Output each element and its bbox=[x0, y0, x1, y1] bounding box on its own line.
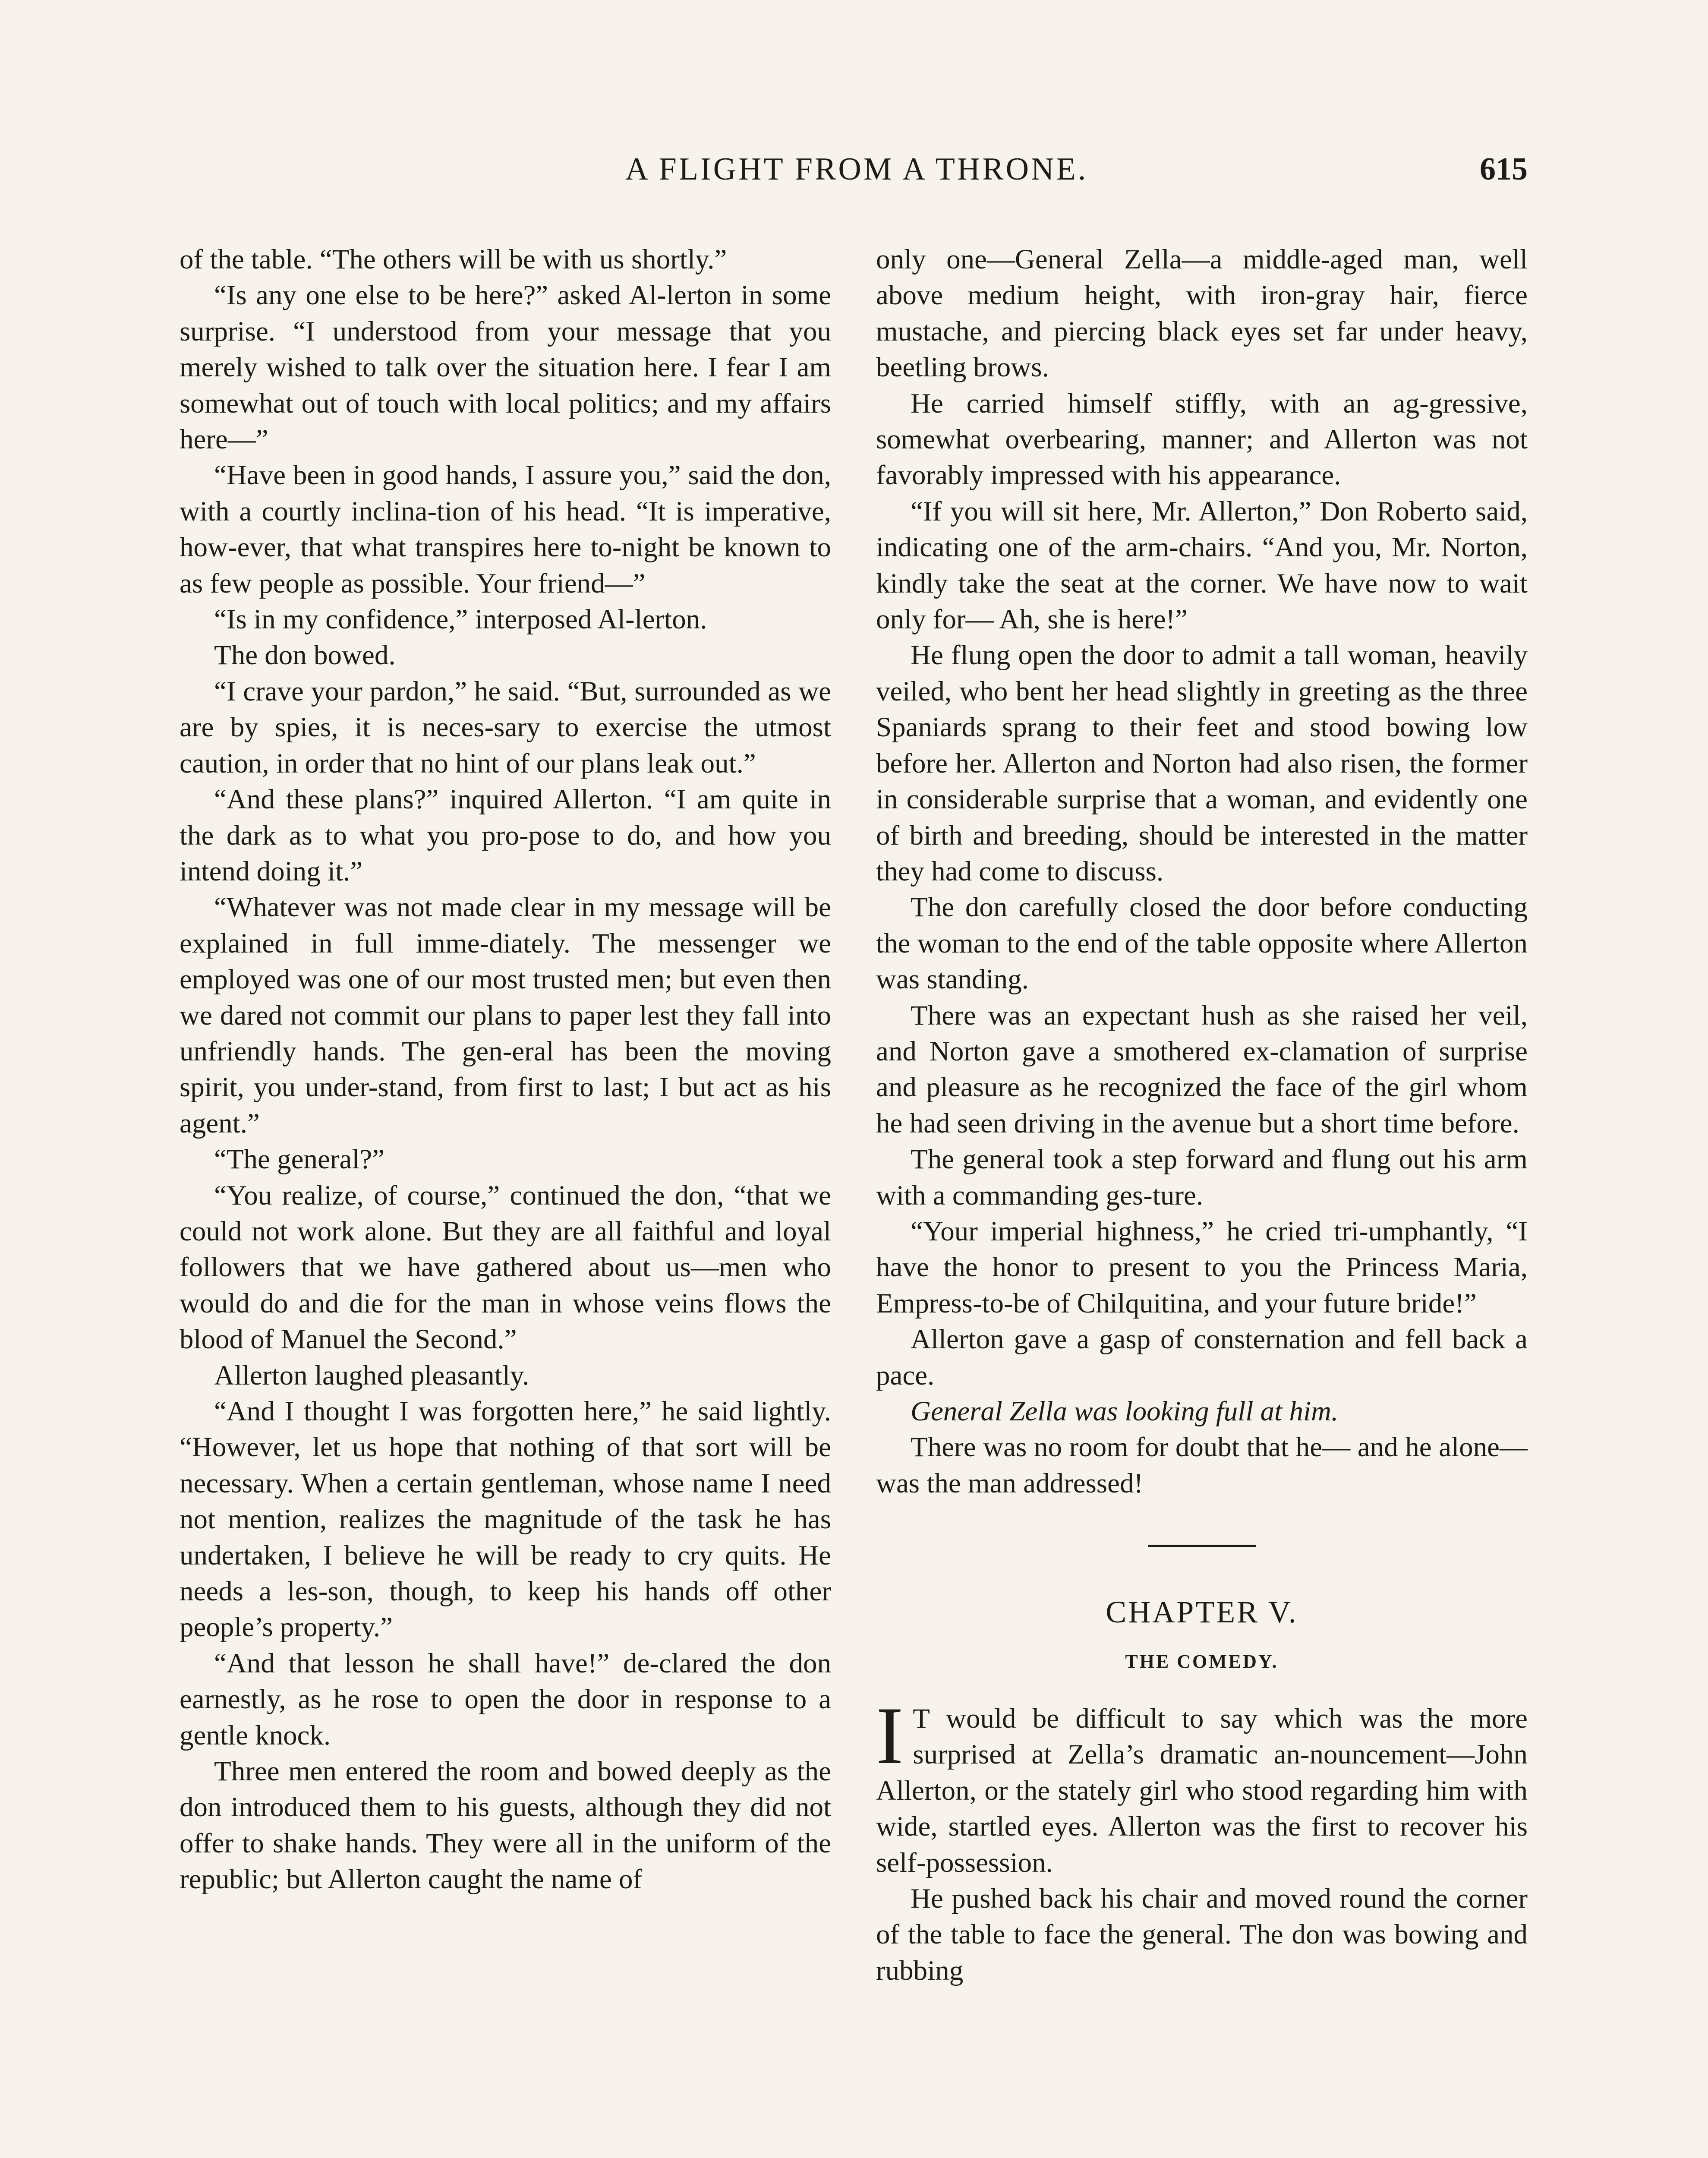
paragraph: He carried himself stiffly, with an ag-gressive, somewhat overbearing, manner; and Allerton was not favorably impressed with his appearance. bbox=[876, 388, 1528, 491]
page-header bbox=[186, 151, 1528, 203]
chapter-opening-text: T would be difficult to say which was the more surprised at Zella’s dramatic an-nouncement—John Allerton, or the stately girl who stood regarding him with wide, startled eyes. Allerton was the first to recover his self-possession. bbox=[876, 1703, 1528, 1878]
paragraph: only one—General Zella—a middle-aged man, well above medium height, with iron-gray hair, fierce mustache, and piercing black eyes set far under heavy, beetling brows. bbox=[876, 244, 1528, 383]
paragraph: “If you will sit here, Mr. Allerton,” Don Roberto said, indicating one of the arm-chairs. “And you, Mr. Norton, kindly take the seat at the corner. We have now to wait only for— Ah, she is here!” bbox=[876, 495, 1528, 635]
paragraph: The general took a step forward and flung out his arm with a commanding ges-ture. bbox=[876, 1144, 1528, 1211]
paragraph: Allerton laughed pleasantly. bbox=[214, 1360, 529, 1391]
running-title: A FLIGHT FROM A THRONE. bbox=[625, 151, 1088, 187]
paragraph: “And I thought I was forgotten here,” he said lightly. “However, let us hope that nothing of that sort will be necessary. When a certain gentleman, whose name I need not mention, realizes the magnitude of the task he has undertaken, I believe he will be ready to cry quits. He needs a les-son, though, to keep his hands off other people’s property.” bbox=[180, 1396, 831, 1643]
paragraph: “And that lesson he shall have!” de-clared the don earnestly, as he rose to open the door in response to a gentle knock. bbox=[180, 1647, 831, 1751]
paragraph: There was an expectant hush as she raised her veil, and Norton gave a smothered ex-clamation of surprise and pleasure as he recognized the face of the girl whom he had seen driving in the avenue but a short time before. bbox=[876, 1000, 1528, 1139]
drop-cap: I bbox=[876, 1691, 904, 1782]
right-column bbox=[876, 242, 1528, 1989]
chapter-subtitle: THE COMEDY. bbox=[1125, 1650, 1279, 1672]
paragraph: “And these plans?” inquired Allerton. “I am quite in the dark as to what you pro-pose to do, and how you intend doing it.” bbox=[180, 784, 831, 887]
chapter-heading: CHAPTER V. bbox=[1106, 1595, 1298, 1630]
paragraph: “Is any one else to be here?” asked Al-lerton in some surprise. “I understood from your message that you merely wished to talk over the situation here. I fear I am somewhat out of touch with local politics; and my affairs here—” bbox=[180, 280, 831, 455]
paragraph: “Whatever was not made clear in my message will be explained in full imme-diately. The messenger we employed was one of our most trusted men; but even then we dared not commit our plans to paper lest they fall into unfriendly hands. The gen-eral has been the moving spirit, you under-stand, from first to last; I but act as his agent.” bbox=[180, 892, 831, 1139]
paragraph: He flung open the door to admit a tall woman, heavily veiled, who bent her head slightly in greeting as the three Spaniards sprang to their feet and stood bowing low before her. Allerton and Norton had also risen, the former in considerable surprise that a woman, and evidently one of birth and breeding, should be interested in the matter they had come to discuss. bbox=[876, 640, 1528, 887]
paragraph: The don bowed. bbox=[214, 640, 396, 671]
italic-paragraph: General Zella was looking full at him. bbox=[911, 1396, 1339, 1427]
paragraph: of the table. “The others will be with us shortly.” bbox=[180, 244, 727, 275]
paragraph: “I crave your pardon,” he said. “But, surrounded as we are by spies, it is neces-sary to exercise the utmost caution, in order that no hint of our plans leak out.” bbox=[180, 675, 831, 779]
page-number: 615 bbox=[1480, 151, 1528, 187]
chapter-opening-paragraph bbox=[876, 1691, 1528, 1881]
paragraph: “Is in my confidence,” interposed Al-lerton. bbox=[214, 604, 707, 635]
paragraph: Three men entered the room and bowed deeply as the don introduced them to his guests, although they did not offer to shake hands. They were all in the uniform of the republic; but Allerton caught the name of bbox=[180, 1756, 831, 1895]
left-column bbox=[180, 242, 831, 1898]
paragraph: There was no room for doubt that he— and he alone—was the man addressed! bbox=[876, 1432, 1528, 1499]
paragraph: “Have been in good hands, I assure you,” said the don, with a courtly inclina-tion of his head. “It is imperative, how-ever, that what transpires here to-night be known to as few people as possible. Your friend—” bbox=[180, 460, 831, 599]
paragraph: He pushed back his chair and moved round the corner of the table to face the general. The don was bowing and rubbing bbox=[876, 1883, 1528, 1986]
paragraph: “Your imperial highness,” he cried tri-umphantly, “I have the honor to present to you the Princess Maria, Empress-to-be of Chilquitina, and your future bride!” bbox=[876, 1215, 1528, 1319]
paragraph: “You realize, of course,” continued the don, “that we could not work alone. But they are all faithful and loyal followers that we have gathered about us—men who would do and die for the man in whose veins flows the blood of Manuel the Second.” bbox=[180, 1180, 831, 1355]
paragraph: “The general?” bbox=[214, 1144, 385, 1175]
paragraph: The don carefully closed the door before conducting the woman to the end of the table opposite where Allerton was standing. bbox=[876, 892, 1528, 995]
paragraph: Allerton gave a gasp of consternation and fell back a pace. bbox=[876, 1324, 1528, 1391]
chapter-divider bbox=[1148, 1545, 1256, 1547]
